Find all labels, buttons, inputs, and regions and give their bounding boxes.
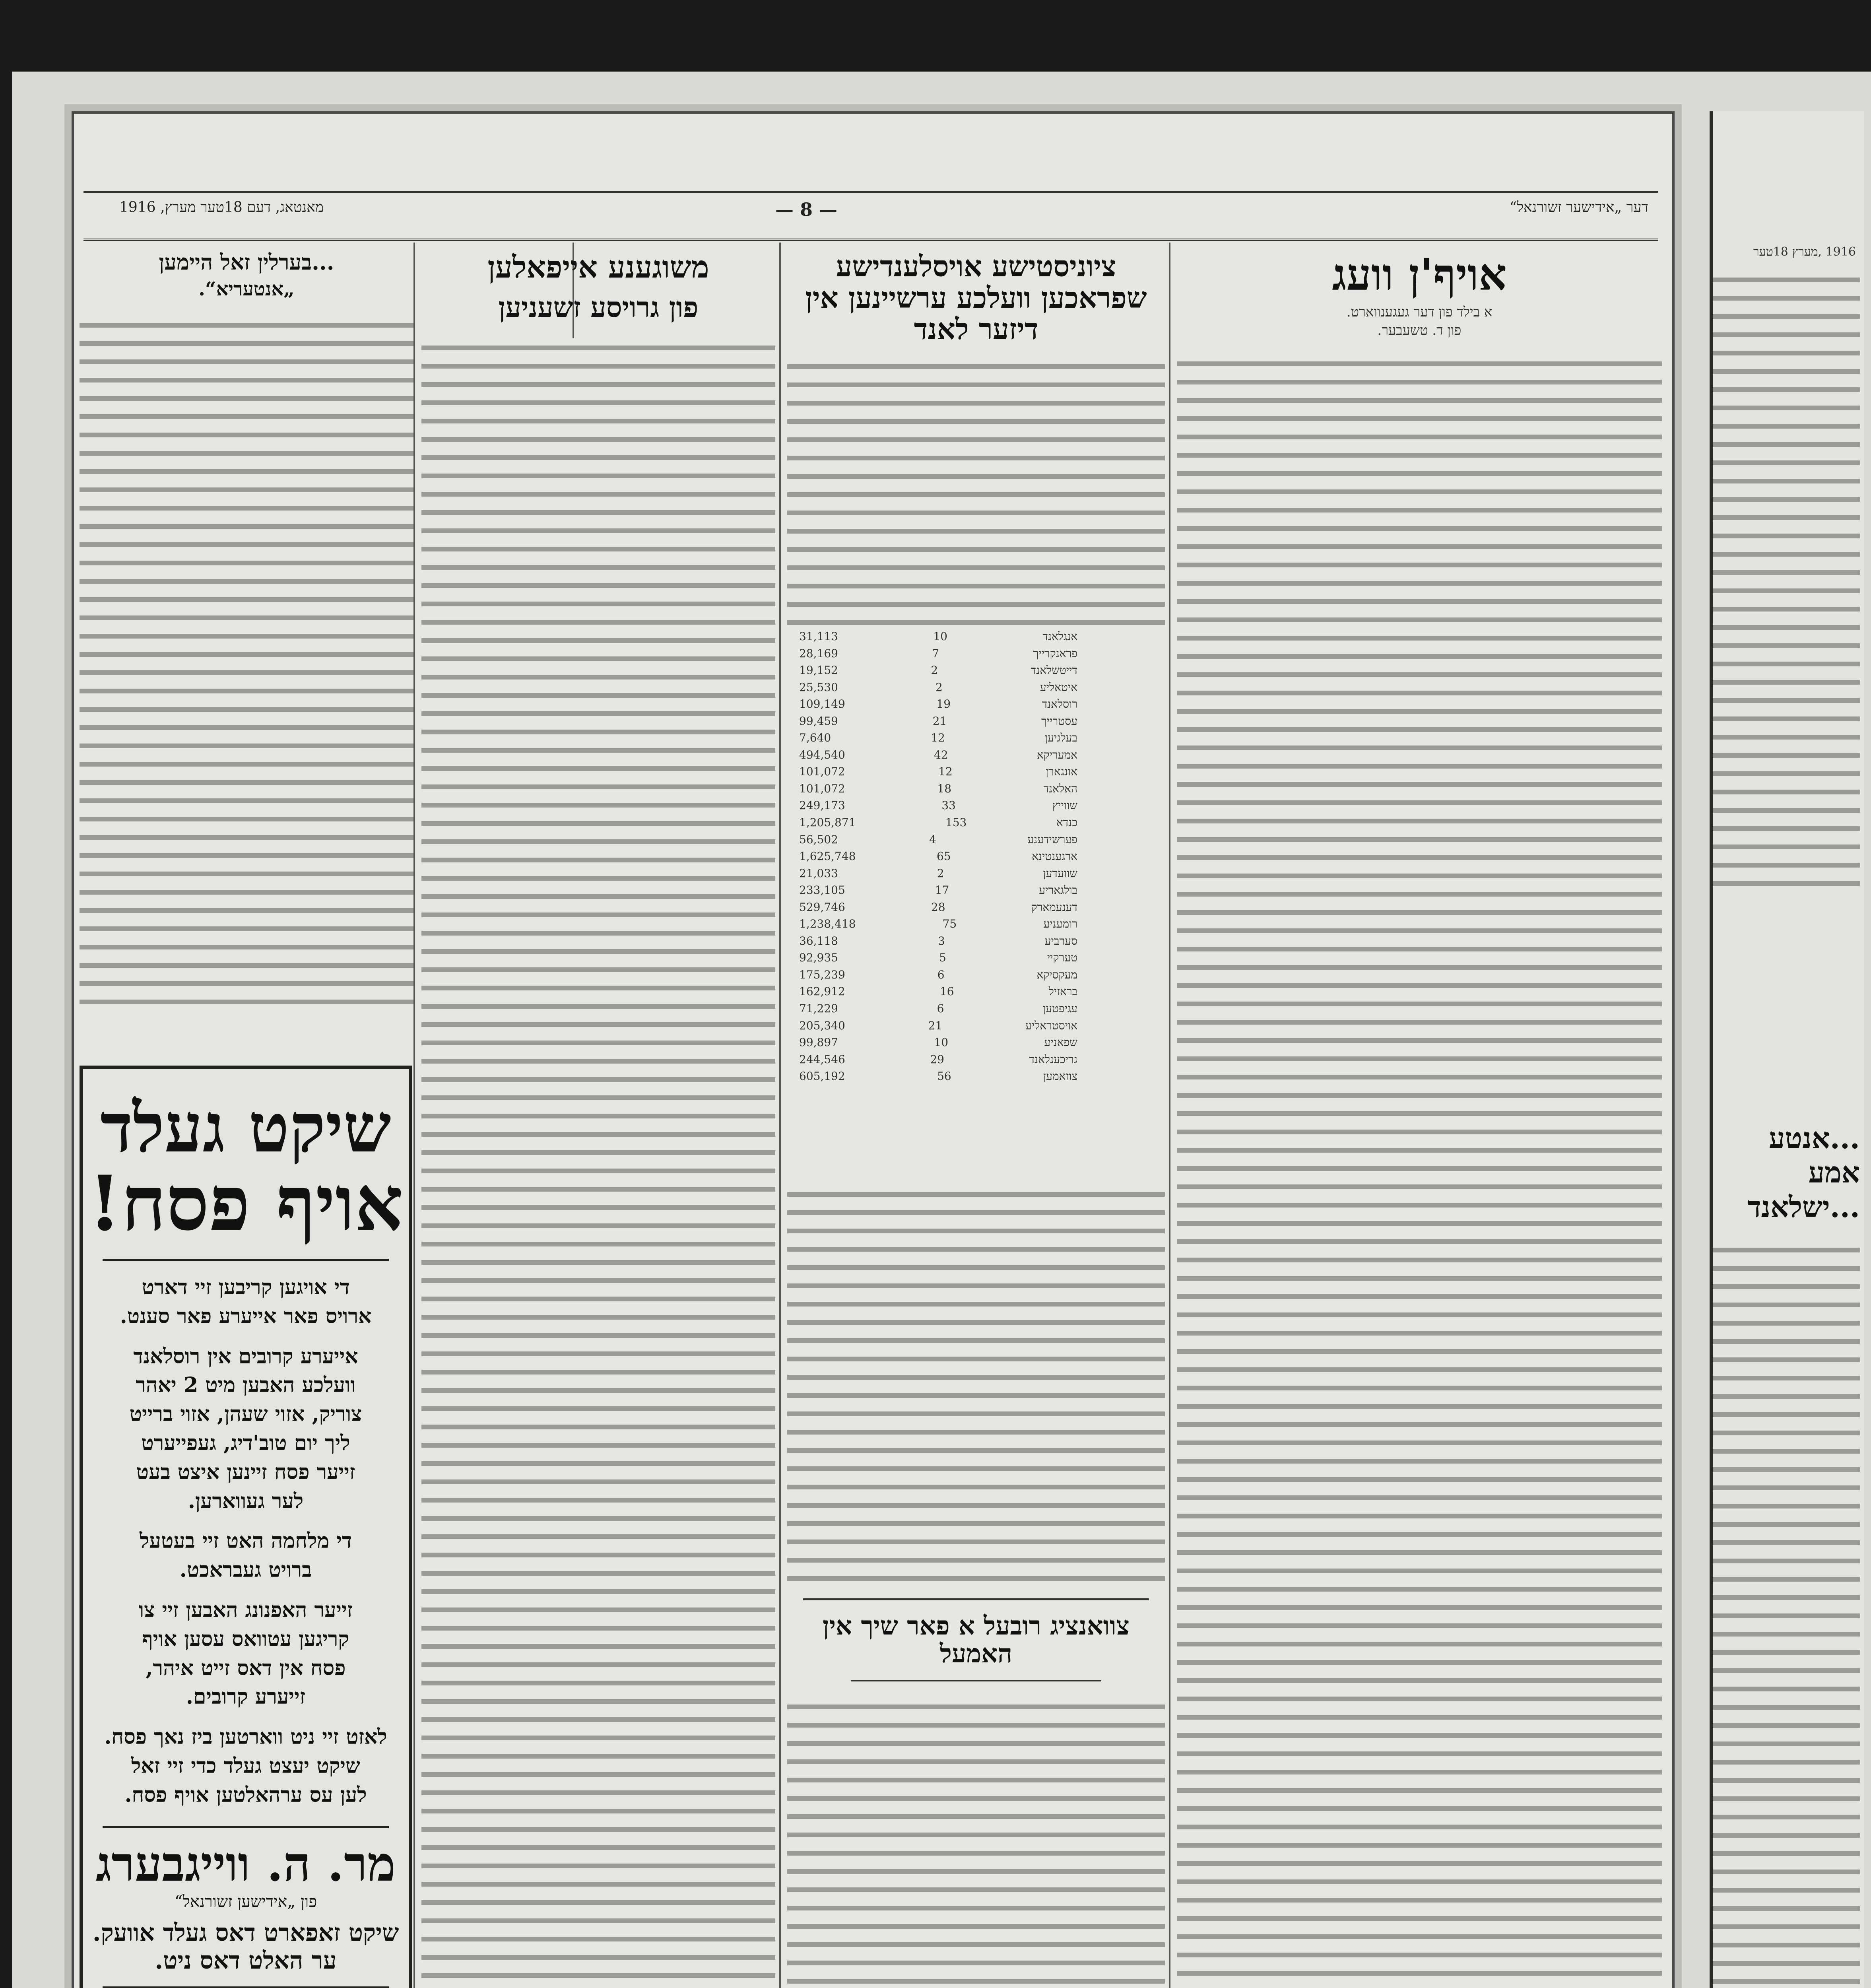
ad-line: זייער האפנונג האבען זיי צו	[138, 1598, 353, 1622]
ad-firm-name: מר. ה. ווייגבערג	[95, 1836, 396, 1892]
table-cell: ארגענטינא	[1032, 850, 1077, 863]
table-cell: 175,239	[799, 968, 845, 981]
table-row	[799, 949, 1077, 967]
ad-line: ברויט געבראכט.	[179, 1558, 312, 1582]
table-cell: 2	[937, 866, 944, 880]
ad-line: צוריק, אזוי שעהן, אזוי ברייט	[129, 1402, 362, 1427]
table-cell: 244,546	[799, 1052, 845, 1066]
table-row	[799, 1017, 1077, 1035]
table-cell: 1,238,418	[799, 917, 856, 931]
table-cell: טערקיי	[1047, 951, 1077, 965]
column-divider	[779, 243, 781, 1988]
table-row	[799, 662, 1077, 679]
article-body-text	[1177, 354, 1662, 1988]
ad-line: לען עס ערהאלטען אויף פסח.	[124, 1782, 367, 1807]
adjacent-page-fragment	[1710, 111, 1864, 1988]
ad-line: לאזט זיי ניט ווארטען ביז נאך פסח.	[104, 1725, 387, 1749]
table-cell: 6	[937, 1002, 944, 1015]
adjacent-page-text	[1713, 1241, 1860, 1988]
table-cell: דייטשלאנד	[1031, 664, 1077, 677]
article-body-text	[787, 357, 1165, 635]
table-row	[799, 780, 1077, 798]
table-cell: בעלגיען	[1044, 731, 1077, 745]
table-cell: 10	[934, 1036, 949, 1049]
table-cell: 249,173	[799, 799, 845, 812]
table-cell: פראנקרייך	[1033, 646, 1077, 660]
ad-line: ארויס פאר אייערע פאר סענט.	[120, 1304, 372, 1328]
ad-firm-line: ער האלט דאס ניט.	[155, 1946, 337, 1974]
table-row	[799, 831, 1077, 848]
table-cell: 25,530	[799, 680, 838, 694]
table-row	[799, 730, 1077, 747]
table-row	[799, 1051, 1077, 1068]
article-body-text	[421, 338, 775, 1988]
masthead-double-rule	[83, 239, 1658, 241]
table-cell: שפאניע	[1044, 1036, 1077, 1049]
table-cell: 19	[936, 697, 951, 711]
ad-line: פסח אין דאס זייט איהר,	[146, 1656, 346, 1680]
table-row	[799, 899, 1077, 916]
table-cell: 17	[935, 883, 949, 897]
table-row	[799, 933, 1077, 950]
table-cell: שווייץ	[1052, 799, 1077, 812]
table-cell: 529,746	[799, 900, 845, 914]
table-cell: 10	[933, 630, 947, 643]
table-cell: צוזאמען	[1043, 1070, 1077, 1083]
table-row	[799, 645, 1077, 662]
table-row	[799, 983, 1077, 1000]
ad-line: שיקט יעצט געלד כדי זיי זאל	[131, 1753, 360, 1778]
table-cell: 1,625,748	[799, 850, 856, 863]
ad-line: קריגען עטוואס עסען אויף	[142, 1627, 349, 1651]
article-crazy-ideas	[421, 247, 775, 1988]
table-cell: 99,459	[799, 714, 838, 728]
article-subtitle: „אנטעריא“.	[198, 278, 295, 301]
ad-firm-line: שיקט זאפארט דאס געלד אוועק.	[92, 1918, 399, 1947]
table-cell: 2	[931, 664, 938, 677]
table-cell: סערביע	[1044, 934, 1077, 947]
table-row	[799, 1000, 1077, 1017]
table-cell: שוועדען	[1043, 866, 1077, 880]
table-row	[799, 848, 1077, 865]
article-body-text	[787, 1697, 1165, 1988]
masthead-page-number: — 8 —	[775, 199, 838, 220]
article-title: משוגענע אייפאלען	[487, 249, 709, 285]
table-cell: כנדא	[1056, 816, 1077, 829]
article-byline: פון ד. טשעבער.	[1377, 322, 1461, 338]
table-cell: 99,897	[799, 1036, 838, 1049]
ad-line: אייערע קרובים אין רוסלאנד	[133, 1344, 358, 1369]
table-cell: 21,033	[799, 866, 838, 880]
table-cell: 3	[937, 934, 945, 947]
table-cell: 18	[937, 782, 952, 795]
ad-line: די אויגען קריבען זיי דארט	[142, 1275, 350, 1299]
table-cell: גריכענלאנד	[1029, 1052, 1077, 1066]
table-cell: אנגלאנד	[1042, 630, 1077, 643]
table-cell: 16	[939, 985, 954, 998]
article-berlin	[80, 247, 413, 1026]
table-cell: אמעריקא	[1036, 748, 1077, 761]
table-cell: 65	[936, 850, 951, 863]
article-on-the-way	[1177, 247, 1662, 1988]
table-cell: אויסטראליע	[1025, 1019, 1077, 1032]
zionist-newspapers-table	[799, 628, 1077, 1085]
table-cell: 36,118	[799, 934, 838, 947]
ad-line: זייערע קרובים.	[186, 1685, 306, 1709]
masthead-date: מאנטאג, דעם 18טער מערץ, 1916	[119, 199, 324, 215]
table-row	[799, 916, 1077, 933]
table-row	[799, 967, 1077, 984]
article-title: אויף'ן וועג	[1332, 249, 1507, 300]
column-divider	[413, 243, 415, 1988]
article-body-text	[787, 1185, 1165, 1582]
table-cell: 109,149	[799, 697, 845, 711]
table-cell: 28	[931, 900, 945, 914]
ad-line: וועלכע האבען מיט 2 יאהר	[136, 1373, 356, 1398]
table-cell: 33	[941, 799, 956, 812]
table-cell: בראזיל	[1048, 985, 1077, 998]
table-cell: מעקסיקא	[1036, 968, 1077, 981]
table-cell: אונגארן	[1045, 765, 1077, 779]
table-cell: עסטרייך	[1041, 714, 1077, 728]
table-cell: 19,152	[799, 664, 838, 677]
adjacent-page-date: 1916 ,מערץ 18טער	[1753, 245, 1856, 259]
table-cell: 233,105	[799, 883, 845, 897]
table-cell: 2	[936, 680, 943, 694]
table-cell: 5	[939, 951, 946, 965]
table-cell: 31,113	[799, 630, 838, 643]
table-cell: 42	[934, 748, 948, 761]
table-cell: 56	[937, 1070, 951, 1083]
ad-body	[83, 1273, 409, 1810]
table-cell: האלאנד	[1043, 782, 1077, 795]
table-cell: 21	[928, 1019, 943, 1032]
column-divider	[1169, 243, 1170, 1988]
table-cell: 28,169	[799, 646, 838, 660]
ad-line: לער געווארען.	[188, 1489, 304, 1513]
table-row	[799, 747, 1077, 764]
table-cell: 56,502	[799, 833, 838, 846]
table-cell: 12	[931, 731, 945, 745]
table-cell: 605,192	[799, 1070, 845, 1083]
table-cell: 7,640	[799, 731, 831, 745]
table-cell: 153	[945, 816, 967, 829]
table-cell: רומעניע	[1043, 917, 1077, 931]
advertisement-send-money-for-passover	[80, 1066, 412, 1988]
table-row	[799, 763, 1077, 780]
table-cell: דענעמארק	[1031, 900, 1077, 914]
table-cell: 75	[942, 917, 957, 931]
table-row	[799, 882, 1077, 899]
ad-headline: אויף פסח!	[88, 1159, 404, 1248]
article-subtitle: א בילד פון דער געגענווארט.	[1346, 304, 1493, 320]
table-row	[799, 1068, 1077, 1085]
table-cell: 162,912	[799, 985, 845, 998]
table-cell: 92,935	[799, 951, 838, 965]
ad-line: זייער פסח זיינען איצט בעט	[136, 1460, 355, 1484]
article-zionist-press-continued	[787, 1185, 1165, 1582]
table-cell: 494,540	[799, 748, 845, 761]
table-cell: 101,072	[799, 765, 845, 779]
table-cell: 6	[937, 968, 945, 981]
table-row	[799, 696, 1077, 713]
table-cell: 71,229	[799, 1002, 838, 1015]
table-cell: רוסלאנד	[1042, 697, 1077, 711]
table-row	[799, 865, 1077, 882]
table-cell: עגיפטען	[1043, 1002, 1077, 1015]
table-cell: 101,072	[799, 782, 845, 795]
table-row	[799, 713, 1077, 730]
table-row	[799, 814, 1077, 831]
ad-line: די מלחמה האט זיי בעטעל	[140, 1529, 352, 1553]
ad-headline: שיקט געלד	[100, 1088, 391, 1168]
table-cell: 4	[929, 833, 937, 846]
table-row	[799, 1034, 1077, 1051]
article-body-text	[80, 316, 413, 1015]
ad-firm-subtitle: פון „אידישען זשורנאל“	[174, 1892, 317, 1911]
table-cell: 7	[932, 646, 939, 660]
article-title: צוואנציג רובעל א פאר שיך אין האמעל	[823, 1611, 1130, 1669]
adjacent-page-heading: ...אנטע אמע ...ישלאנד	[1747, 1121, 1860, 1224]
article-title: ציוניסטישע אויסלענדישע שפראכען וועלכע ערשיינען אין דיזער לאנד	[805, 249, 1147, 346]
masthead-rule	[83, 191, 1658, 193]
table-cell: בולגאריע	[1039, 883, 1077, 897]
table-cell: 205,340	[799, 1019, 845, 1032]
article-subtitle: פון גרויסע זשעניען	[498, 290, 699, 324]
table-cell: 21	[932, 714, 947, 728]
table-cell: 12	[938, 765, 953, 779]
article-twenty-rubles	[787, 1598, 1165, 1988]
article-title: ...בערלין זאל היימען	[159, 249, 334, 275]
table-cell: 1,205,871	[799, 816, 856, 829]
table-cell: 29	[930, 1052, 944, 1066]
table-row	[799, 628, 1077, 645]
ad-line: ליך יום טוב'דיג, געפייערט	[141, 1431, 350, 1455]
table-row	[799, 679, 1077, 696]
masthead-title: דער „אידישער זשורנאל“	[1509, 199, 1648, 215]
adjacent-page-text	[1713, 270, 1860, 891]
table-row	[799, 797, 1077, 814]
table-cell: פערשידענע	[1027, 833, 1077, 846]
table-cell: איטאליע	[1040, 680, 1077, 694]
